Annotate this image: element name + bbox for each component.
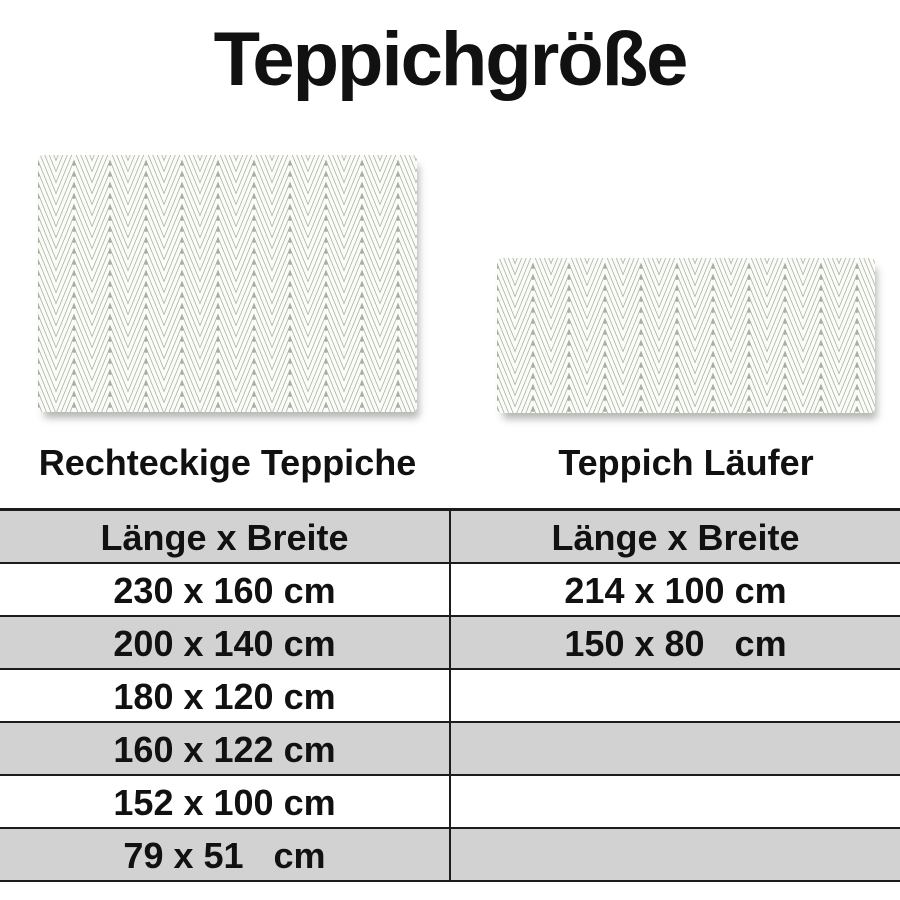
table-row [0,776,900,829]
size-cell-rectangular: 180 x 120 cm [0,670,451,721]
size-cell-rectangular: 152 x 100 cm [0,776,451,827]
runner-rug-image [497,258,875,413]
size-cell-runner [451,670,900,721]
rectangular-rugs-label: Rechteckige Teppiche [38,442,417,483]
runner-rug-chevron-pattern [497,258,875,413]
size-cell-runner [451,829,900,880]
table-row [0,723,900,776]
page-title: Teppichgröße [213,17,687,102]
size-table-body [0,564,900,882]
size-cell-runner: 214 x 100 cm [564,570,787,611]
size-cell-rectangular: 200 x 140 cm [0,617,451,668]
header-cell-rectangular: Länge x Breite [0,511,451,562]
size-table [0,508,900,882]
rectangular-rug-chevron-pattern [38,155,417,412]
table-row [0,670,900,723]
size-cell-runner [451,776,900,827]
table-header-row [0,511,900,564]
table-row [0,829,900,882]
size-cell-runner [451,723,900,774]
size-cell-rectangular: 230 x 160 cm [0,564,451,615]
table-row [0,564,900,617]
size-cell-runner: 150 x 80 cm [564,623,787,664]
size-cell-rectangular: 160 x 122 cm [0,723,451,774]
rectangular-rug-image [38,155,417,412]
runner-rugs-label: Teppich Läufer [558,442,814,483]
table-row [0,617,900,670]
header-cell-runner: Länge x Breite [551,517,800,558]
size-cell-rectangular: 79 x 51 cm [0,829,451,880]
